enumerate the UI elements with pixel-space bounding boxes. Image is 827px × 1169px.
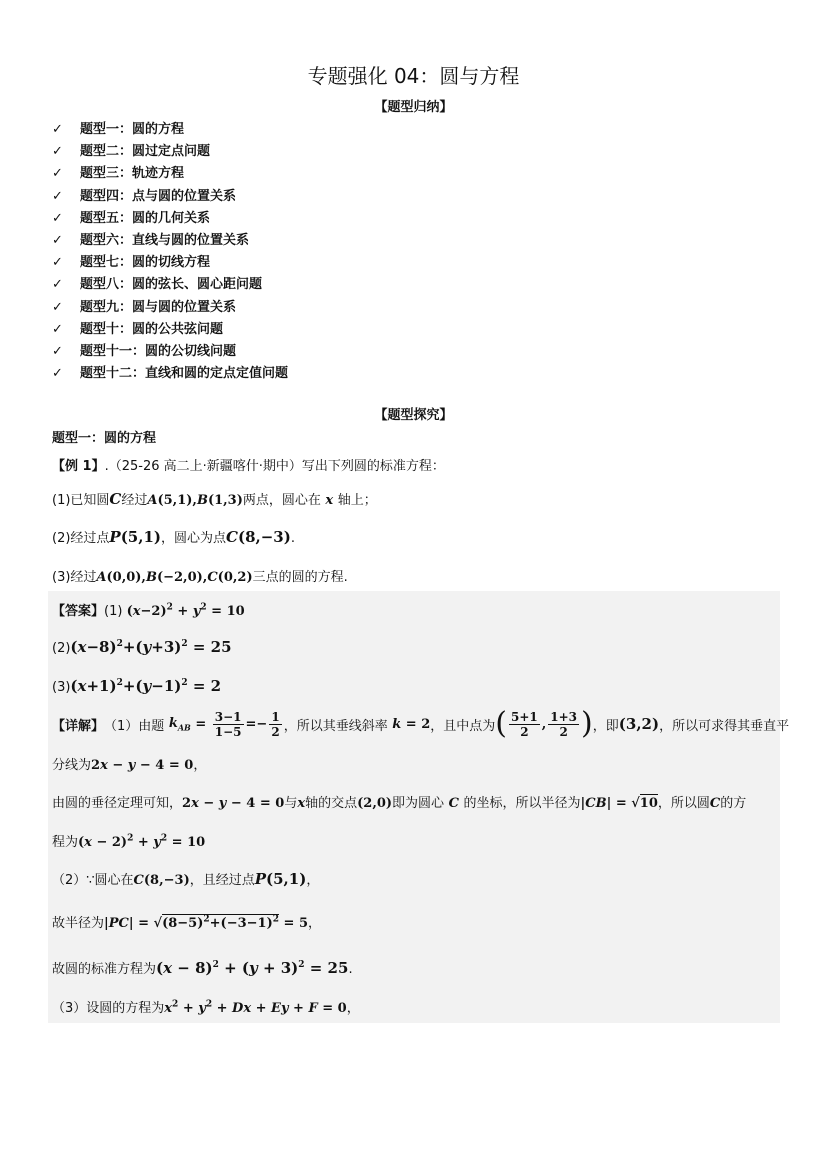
check-icon: ✓ — [52, 122, 63, 137]
toc-item — [52, 140, 210, 159]
answer-3: $(3)(x+1)^2+(y-1)^2 = 2$ — [52, 677, 222, 695]
page-title: 专题强化 04：圆与方程 — [307, 64, 520, 88]
detail-line-1: 【详解】 （1）由题 $k_{AB}$ = $\frac{3-1}{1-5}$ =− $\frac{1}{2}$ ，所以其垂线斜率 k = 2 ，且中点为 ( $\frac{5+1}{2}$ , $\frac{1+3}{2}$ ) ，即 (3,2) ，所以可求得其垂直平 — [52, 706, 790, 741]
check-icon: ✓ — [52, 166, 63, 182]
example-source: .（25-26 高二上·新疆喀什·期中）写出下列圆的标准方程： — [104, 459, 445, 474]
example-label: 【例 1】 — [52, 459, 105, 474]
toc-item — [52, 273, 262, 292]
check-icon: ✓ — [52, 344, 63, 359]
toc-item — [52, 207, 210, 226]
check-icon: ✓ — [52, 277, 63, 293]
check-icon: ✓ — [52, 321, 63, 337]
section-title: 题型一：圆的方程 — [52, 431, 157, 446]
check-icon: ✓ — [52, 255, 63, 271]
toc-label: 题型五：圆的几何关系 — [80, 210, 211, 226]
check-icon: ✓ — [52, 299, 63, 315]
toc-label: 题型二：圆过定点问题 — [80, 144, 211, 160]
check-icon: ✓ — [52, 210, 63, 226]
toc-label: 题型九：圆与圆的位置关系 — [80, 299, 237, 315]
example-line — [52, 455, 445, 474]
toc-label: 题型四：点与圆的位置关系 — [80, 188, 237, 204]
toc-label: 题型七：圆的切线方程 — [80, 255, 211, 271]
toc-label: 题型六：直线与圆的位置关系 — [80, 233, 250, 248]
detail-line-6: 故半径为$|PC| = √(8-5)^2+(-3-1)^2 = 5$， — [52, 914, 322, 931]
toc-heading: 【题型归纳】 — [374, 100, 453, 115]
toc-item — [52, 340, 236, 359]
toc-label: 题型十二：直线和圆的定点定值问题 — [80, 366, 289, 382]
answer-2: $(2)(x-8)^2+(y+3)^2 = 25$ — [52, 638, 232, 656]
toc-item — [52, 118, 184, 137]
check-icon: ✓ — [52, 144, 63, 160]
toc-label: 题型一：圆的方程 — [80, 122, 185, 137]
detail-line-8: （3）设圆的方程为$x^2 + y^2 + Dx + Ey + F = 0$， — [52, 999, 360, 1016]
answer-1: 【答案】(1) $(x-2)^2 + y^2 = 10$ — [52, 602, 245, 619]
toc-label: 题型十：圆的公共弦问题 — [80, 321, 224, 337]
detail-line-3: 由圆的垂径定理可知，2x − y − 4 = 0与x轴的交点(2,0)即为圆心 C 的坐标，所以半径为|CB| = √10，所以圆C的方 — [52, 796, 747, 811]
check-icon: ✓ — [52, 188, 63, 204]
question-3: (3)经过A(0,0),B(−2,0),C(0,2)三点的圆的方程. — [52, 570, 348, 585]
toc-item — [52, 185, 236, 204]
toc-item — [52, 362, 288, 381]
toc-item — [52, 318, 223, 337]
toc-item — [52, 296, 236, 315]
detail-line-2: 分线为2x − y − 4 = 0， — [52, 758, 207, 773]
detail-line-4: 程为$(x - 2)^2 + y^2 = 10$ — [52, 833, 206, 850]
question-1: (1)已知圆C经过A(5,1),B(1,3)两点，圆心在 x 轴上； — [52, 490, 377, 508]
toc-item — [52, 162, 184, 181]
toc-label: 题型八：圆的弦长、圆心距问题 — [80, 277, 263, 293]
question-2: (2)经过点P(5,1)，圆心为点C(8,−3). — [52, 528, 295, 546]
detail-line-7: 故圆的标准方程为$(x - 8)^2 + (y + 3)^2 = 25$. — [52, 959, 353, 977]
toc-label: 题型三：轨迹方程 — [80, 166, 185, 182]
detail-line-5: （2）∵圆心在C(8,−3)，且经过点P(5,1)， — [52, 870, 320, 888]
toc-label: 题型十一：圆的公切线问题 — [80, 344, 237, 359]
check-icon: ✓ — [52, 233, 63, 248]
toc-item — [52, 229, 249, 248]
toc-item — [52, 251, 210, 270]
check-icon: ✓ — [52, 366, 63, 382]
explore-heading: 【题型探究】 — [374, 408, 453, 423]
